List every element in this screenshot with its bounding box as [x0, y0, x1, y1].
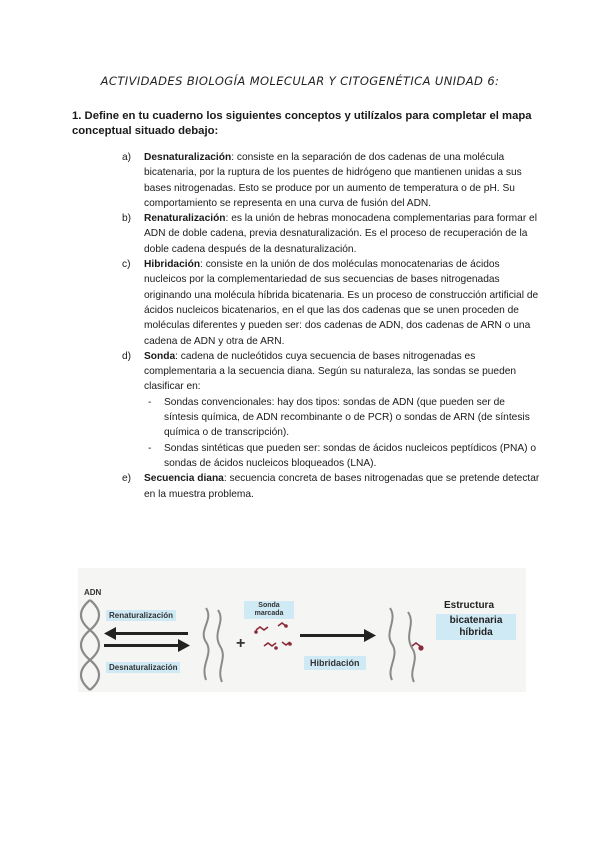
sub-list-item: [144, 441, 542, 472]
dna-label: ADN: [84, 588, 102, 597]
bicatenaria-text: bicatenaria: [449, 615, 503, 626]
list-marker: e): [122, 473, 132, 485]
term: Desnaturalización: [144, 152, 232, 163]
sub-marker: -: [148, 442, 152, 454]
sub-marker: -: [148, 396, 152, 408]
dna-helix-icon: [81, 600, 99, 690]
plus-sign: +: [236, 635, 246, 652]
list-item: [122, 257, 542, 349]
term: Renaturalización: [144, 213, 226, 225]
list-marker: b): [122, 213, 132, 225]
list-item: [122, 150, 542, 211]
definition-text: : secuencia concreta de bases nitrogenadas que se pretende detectar en la muestra problema.: [144, 473, 540, 500]
probe-label: [244, 601, 294, 619]
hybridization-label: Hibridación: [304, 656, 366, 670]
page-title: ACTIVIDADES BIOLOGÍA MOLECULAR Y CITOGENÉTICA UNIDAD 6:: [100, 74, 500, 88]
list-marker: c): [122, 259, 131, 271]
hybrid-strands-icon: [389, 608, 414, 682]
list-item: [122, 349, 542, 471]
definition-text: : es la unión de hebras monocadena complementarias para formar el ADN de doble cadena, previa desnaturalización. Es el proceso de recuperación de la doble cadena después de la desnaturalización.: [144, 213, 537, 255]
hybridization-arrow-icon: [300, 629, 376, 642]
list-marker: a): [122, 152, 132, 163]
term: Hibridación: [144, 259, 201, 271]
renaturalization-arrow-icon: [104, 627, 188, 640]
hibrida-text: híbrida: [459, 627, 493, 638]
concept-map-figure: [78, 568, 526, 692]
sub-text: Sondas sintéticas que pueden ser: sondas de ácidos nucleicos peptídicos (PNA) o sondas de ácidos nucleicos bloqueados (LNA).: [164, 442, 537, 469]
list-item: [122, 211, 542, 257]
sub-list-item: [144, 395, 542, 441]
sub-text: Sondas convencionales: hay dos tipos: sondas de ADN (que pueden ser de síntesis química, de ADN recombinante o de PCR) o sondas de ARN (de síntesis química o de transcripción).: [164, 396, 530, 439]
denaturation-label: Desnaturalización: [106, 662, 180, 673]
term: Secuencia diana: [144, 473, 224, 485]
definition-text: : cadena de nucleótidos cuya secuencia de bases nitrogenadas es complementaria a la secuencia diana. Según su naturaleza, las sondas se pueden clasificar en:: [144, 350, 517, 393]
definitions-list: [122, 150, 542, 502]
list-marker: d): [122, 350, 132, 362]
probe-types-list: [144, 395, 542, 471]
probe-label-line2: marcada: [254, 610, 284, 617]
renaturalization-label: Renaturalización: [106, 610, 176, 621]
structure-label: Estructura: [444, 600, 495, 611]
definition-text: : consiste en la separación de dos cadenas de una molécula bicatenaria, por la ruptura de los puentes de hidrógeno que mantienen unidas a sus bases nitrogenadas. Esto se produce por un aumento de temperatura o de pH. Su comportamiento se representa en una curva de fusión del ADN.: [144, 152, 522, 209]
list-item: [122, 471, 542, 502]
question-heading: 1. Define en tu cuaderno los siguientes conceptos y utilízalos para completar el mapa conceptual situado debajo:: [72, 110, 532, 137]
hybrid-structure-label: [436, 614, 516, 640]
single-strands-icon: [204, 608, 223, 682]
denaturation-arrow-icon: [104, 639, 190, 652]
probe-label-line1: Sonda: [258, 602, 280, 609]
definition-text: : consiste en la unión de dos moléculas monocatenarias de ácidos nucleicos por la complementariedad de sus secuencias de bases nitrogenadas originando una molécula híbrida bicatenaria. Es un proceso de construcción artificial de ácidos nucleicos bicatenarios, en el que las dos cadenas que se unen proceden de moléculas diferentes y pueden ser: dos cadenas de ADN, dos cadenas de ARN o una cadena de ADN y otra de ARN.: [144, 259, 539, 347]
term: Sonda: [144, 350, 176, 362]
